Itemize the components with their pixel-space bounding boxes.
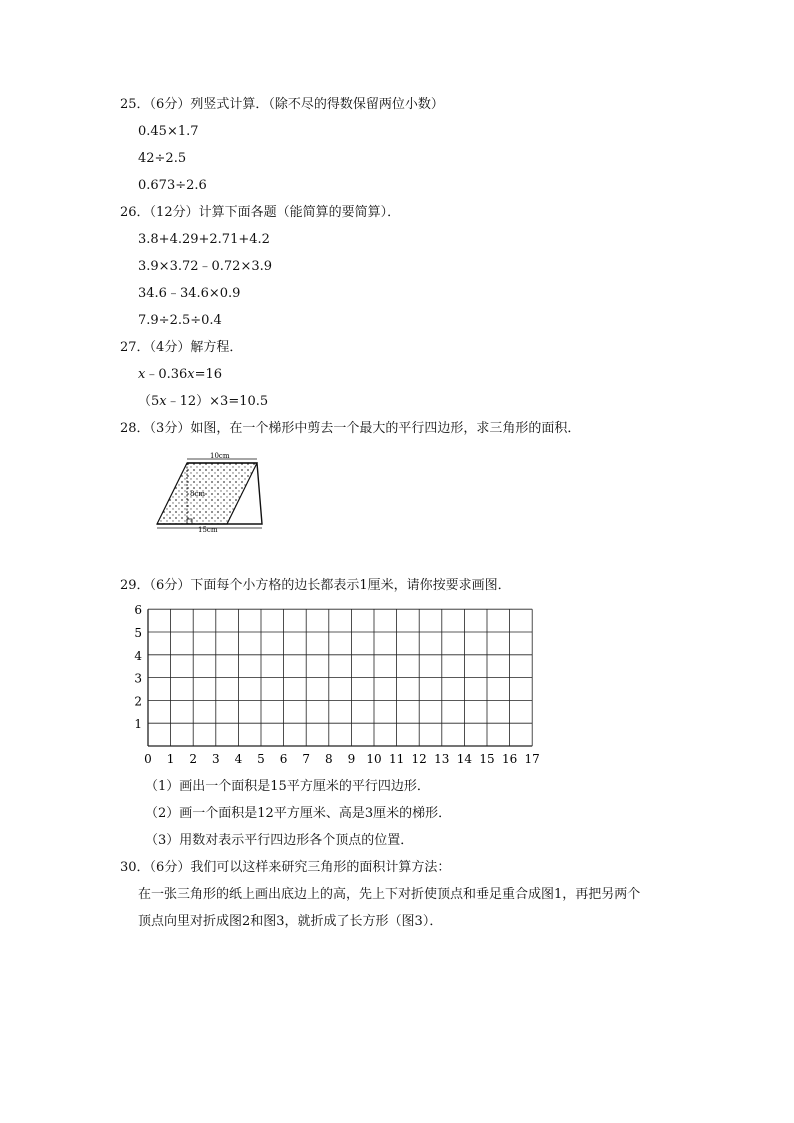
q29-part-3: （3）用数对表示平行四边形各个顶点的位置． — [145, 833, 414, 848]
x-axis-tick-label: 4 — [234, 752, 243, 766]
q26-item-4: 7.9÷2.5÷0.4 — [138, 313, 222, 328]
q26-title: 26．（12分）计算下面各题（能简算的要简算）． — [120, 205, 401, 220]
x-axis-tick-label: 11 — [388, 752, 405, 766]
x-axis-tick-label: 0 — [144, 752, 152, 766]
x-axis-tick-label: 6 — [279, 752, 288, 766]
x-axis-tick-label: 15 — [479, 752, 495, 766]
top-length-label: 10cm — [210, 452, 230, 460]
q29-part-1: （1）画出一个面积是15平方厘米的平行四边形． — [145, 779, 430, 794]
q26-item-2: 3.9×3.72﹣0.72×3.9 — [138, 259, 273, 274]
x-axis-tick-label: 9 — [347, 752, 356, 766]
trapezoid-figure — [150, 450, 280, 532]
x-axis-tick-label: 7 — [302, 752, 311, 766]
q25-item-3: 0.673÷2.6 — [138, 178, 207, 193]
q27-equation-2: （5x﹣12）×3=10.5 — [138, 394, 269, 409]
x-axis-tick-label: 16 — [501, 752, 518, 766]
parallelogram-shape — [157, 463, 257, 524]
x-axis-tick-label: 2 — [189, 752, 198, 766]
y-axis-tick-label: 6 — [134, 603, 142, 618]
q25-item-1: 0.45×1.7 — [138, 124, 199, 139]
y-axis-tick-label: 1 — [134, 717, 142, 732]
q29-title: 29．（6分）下面每个小方格的边长都表示1厘米，请你按要求画图． — [120, 578, 511, 593]
variable-x: x — [138, 367, 146, 382]
y-axis-tick-label: 5 — [134, 626, 142, 640]
x-axis-tick-label: 1 — [166, 752, 175, 766]
q30-paragraph-line-1: 在一张三角形的纸上画出底边上的高，先上下对折使顶点和垂足重合成图1，再把另两个 — [138, 887, 641, 902]
q26-item-3: 34.6﹣34.6×0.9 — [138, 286, 241, 301]
x-axis-tick-label: 13 — [434, 752, 450, 766]
bottom-length-label: 15cm — [198, 526, 218, 532]
y-axis-tick-label: 2 — [134, 694, 142, 709]
x-axis-tick-label: 10 — [366, 752, 382, 766]
q27-title: 27．（4分）解方程． — [120, 340, 243, 355]
x-axis-tick-label: 5 — [257, 752, 265, 766]
height-length-label: 8cm — [190, 490, 206, 498]
q25-title: 25．（6分）列竖式计算．（除不尽的得数保留两位小数） — [120, 97, 444, 112]
x-axis-tick-label: 8 — [324, 752, 333, 766]
q28-title: 28．（3分）如图，在一个梯形中剪去一个最大的平行四边形，求三角形的面积． — [120, 421, 581, 436]
x-axis-tick-label: 3 — [211, 752, 220, 766]
y-axis-tick-label: 4 — [134, 648, 142, 663]
variable-x: x — [159, 394, 167, 409]
variable-x: x — [187, 367, 195, 382]
x-axis-tick-label: 12 — [411, 752, 427, 766]
q30-paragraph-line-2: 顶点向里对折成图2和图3，就折成了长方形（图3）． — [138, 914, 443, 929]
q25-item-2: 42÷2.5 — [138, 151, 187, 166]
x-axis-tick-label: 14 — [456, 752, 473, 766]
x-axis-tick-label: 17 — [524, 752, 540, 766]
q30-title: 30．（6分）我们可以这样来研究三角形的面积计算方法： — [120, 860, 451, 875]
q29-part-2: （2）画一个面积是12平方厘米、高是3厘米的梯形． — [145, 806, 452, 821]
q27-equation-1: x﹣0.36x=16 — [138, 367, 223, 382]
q26-item-1: 3.8+4.29+2.71+4.2 — [138, 232, 270, 247]
coordinate-grid — [130, 600, 560, 770]
y-axis-tick-label: 3 — [134, 671, 142, 686]
